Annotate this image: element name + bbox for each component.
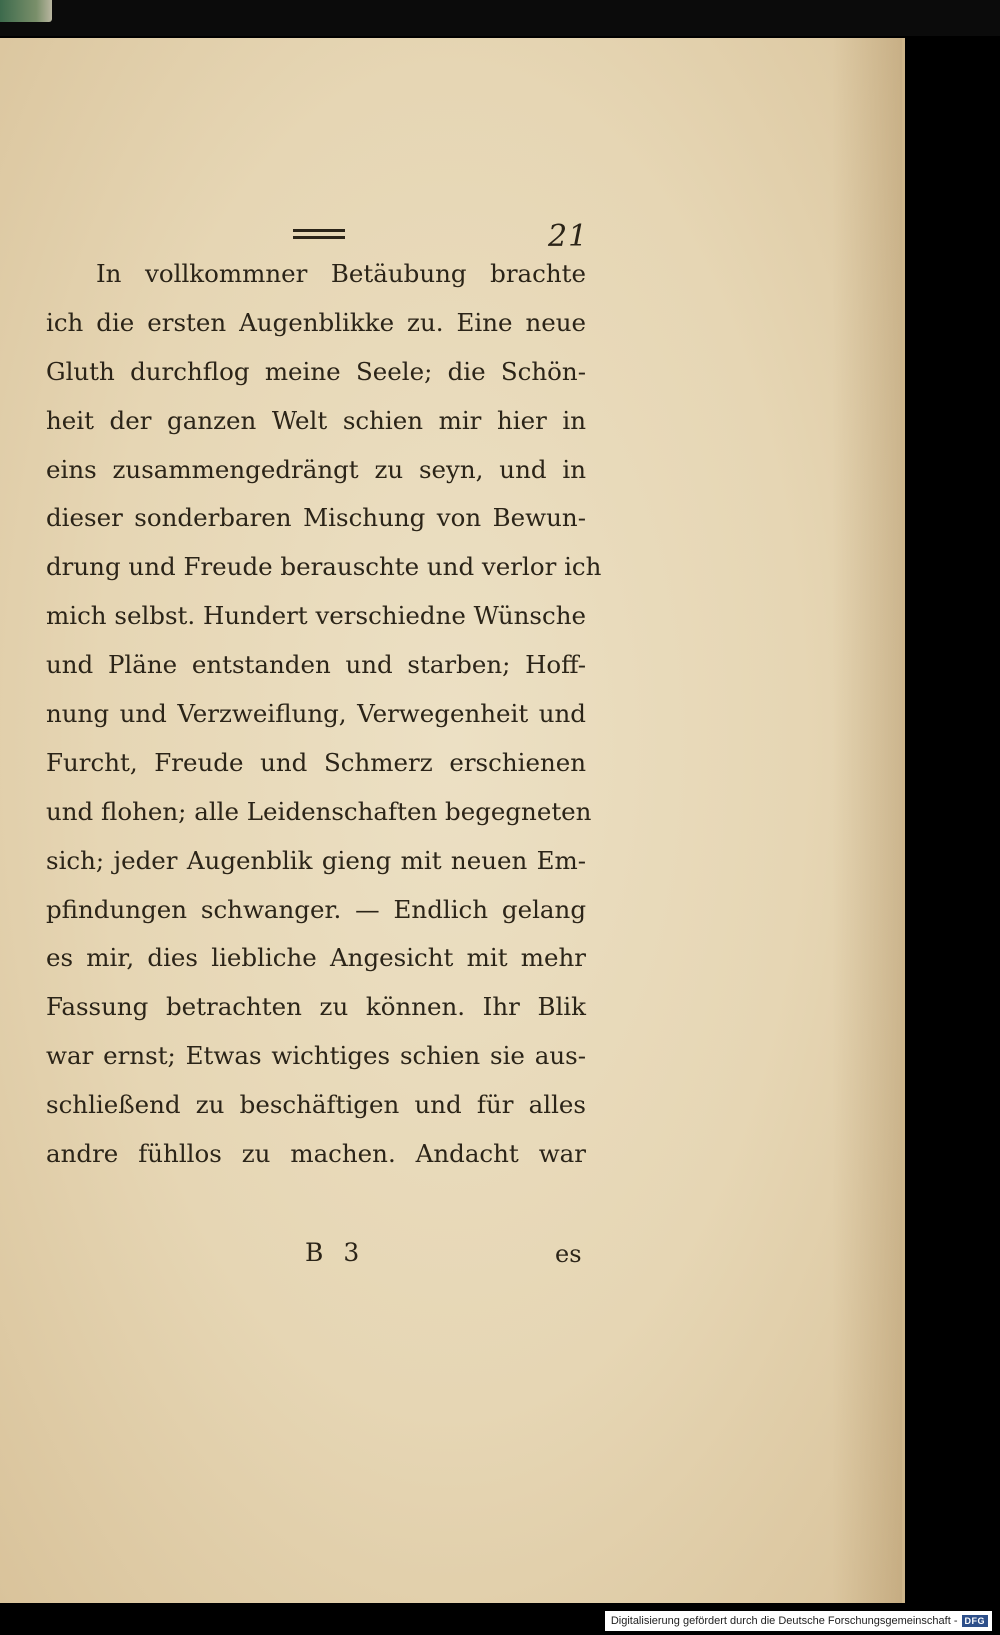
text-line: es mir, dies liebliche Angesicht mit mehr (46, 943, 586, 973)
text-line: sich; jeder Augenblik gieng mit neuen Em- (46, 845, 586, 875)
header-rule-bar-bottom (293, 236, 345, 239)
header-rule-bar-top (293, 229, 345, 232)
digitization-credit (605, 1611, 992, 1631)
text-line: Fassung betrachten zu können. Ihr Blik (46, 992, 586, 1022)
text-line: drung und Freude berauschte und verlor ich (46, 552, 602, 582)
text-line: heit der ganzen Welt schien mir hier in (46, 405, 586, 435)
text-line: andre fühllos zu machen. Andacht war (46, 1139, 586, 1169)
signature-mark: B 3 (305, 1238, 366, 1267)
text-line: und flohen; alle Leidenschaften begegneten (46, 796, 592, 826)
text-line: war ernst; Etwas wichtiges schien sie aus- (46, 1041, 586, 1071)
dfg-logo: DFG (962, 1615, 989, 1627)
text-line: ich die ersten Augenblikke zu. Eine neue (46, 307, 586, 337)
text-line: schließend zu beschäftigen und für alles (46, 1090, 586, 1120)
text-line: nung und Verzweiflung, Verwegenheit und (46, 699, 586, 729)
credit-text: Digitalisierung gefördert durch die Deutsche Forschungsgemeinschaft - (610, 1615, 958, 1627)
scan-color-tab (0, 0, 52, 22)
page-number: 21 (548, 219, 589, 254)
text-line: mich selbst. Hundert verschiedne Wünsche (46, 601, 586, 631)
text-line: eins zusammengedrängt zu seyn, und in (46, 454, 586, 484)
text-line: Gluth durchflog meine Seele; die Schön- (46, 356, 586, 386)
text-line: und Pläne entstanden und starben; Hoff- (46, 650, 586, 680)
header-rule (293, 229, 345, 243)
text-line: Furcht, Freude und Schmerz erschienen (46, 747, 586, 777)
text-line: In vollkommner Betäubung brachte (96, 259, 586, 288)
text-line: dieser sonderbaren Mischung von Bewun- (46, 503, 586, 533)
scan-top-border (0, 0, 1000, 36)
text-line: pfindungen schwanger. — Endlich gelang (46, 894, 586, 924)
body-text (46, 250, 602, 1179)
catchword: es (555, 1240, 582, 1268)
